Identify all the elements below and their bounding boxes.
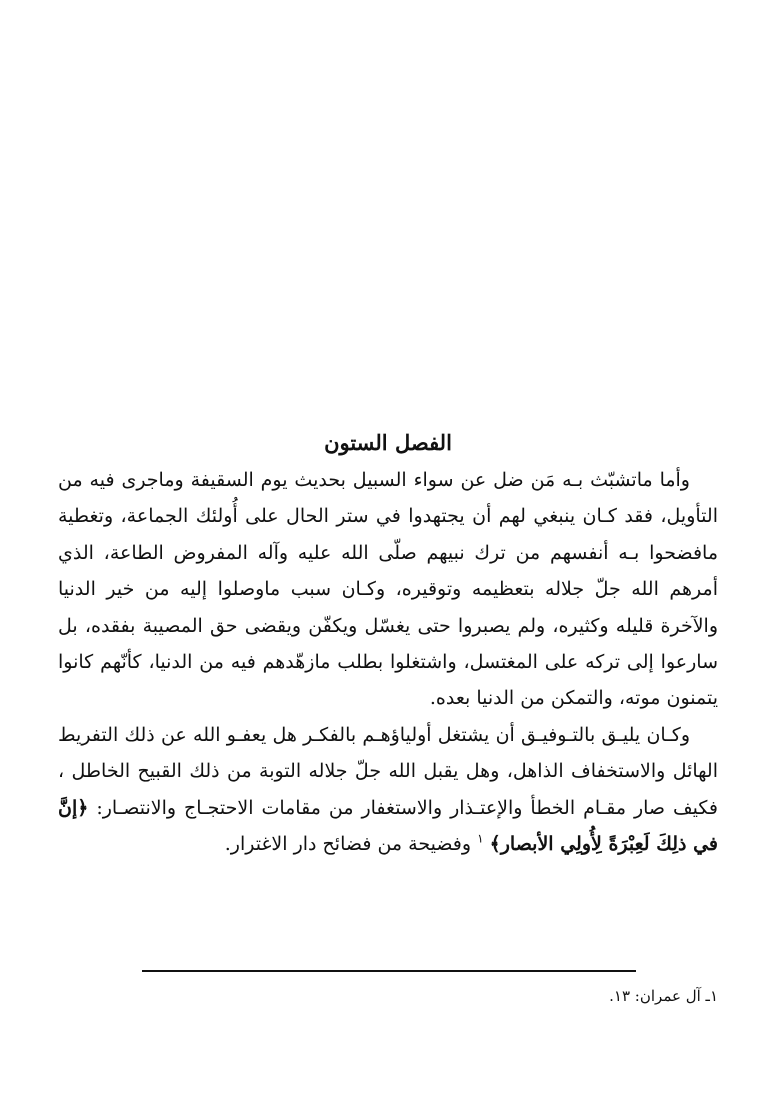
paragraph-2 (58, 717, 718, 863)
chapter-title: الفصل الستون (324, 430, 452, 455)
body-text (58, 462, 718, 862)
footnote: ١ـ آل عمران: ١٣. (609, 987, 718, 1005)
paragraph-1: وأما ماتشبّث بـه مَن ضل عن سواء السبيل بحديث يوم السقيفة وماجرى فيه من التأويل، فقد كـان ينبغي لهم أن يجتهدوا في ستر الحال على أُولئك الجماعة، وتغطية مافضحوا بـه أنفسهم من ترك نبيهم صلّى الله عليه وآله المفروض الطاعة، الذي أمرهم الله جلّ جلاله بتعظيمه وتوقيره، وكـان سبب ماوصلوا إليه من خير الدنيا والآخرة قليله وكثيره، ولم يصبروا حتى يغسّل ويكفّن ويقضى حق المصيبة بفقده، بل سارعوا إلى تركه على المغتسل، واشتغلوا بطلب مازهّدهم فيه من الدنيا، كأنّهم كانوا يتمنون موته، والتمكن من الدنيا بعده. (58, 469, 718, 710)
footnote-marker: ١ (477, 831, 484, 846)
footnote-divider (142, 970, 636, 972)
paragraph-2-end: وفضيحة من فضائح دار الاغترار. (224, 833, 478, 856)
paragraph-2-text: وكـان يليـق بالتـوفيـق أن يشتغل أولياؤهـم بالفكـر هل يعفـو الله عن ذلك التفريط الهائل والاستخفاف الذاهل، وهل يقبل الله جلّ جلاله التوبة من ذلك القبيح الخاطل ، فكيف صار مقـام الخطأ والإعتـذار والاستغفار من مقامات الاحتجـاج والانتصـار: (58, 723, 718, 819)
quran-quote: ﴿إنَّ في ذلِكَ لَعِبْرَةً لِأُولِي الأبصار﴾ (58, 796, 718, 856)
